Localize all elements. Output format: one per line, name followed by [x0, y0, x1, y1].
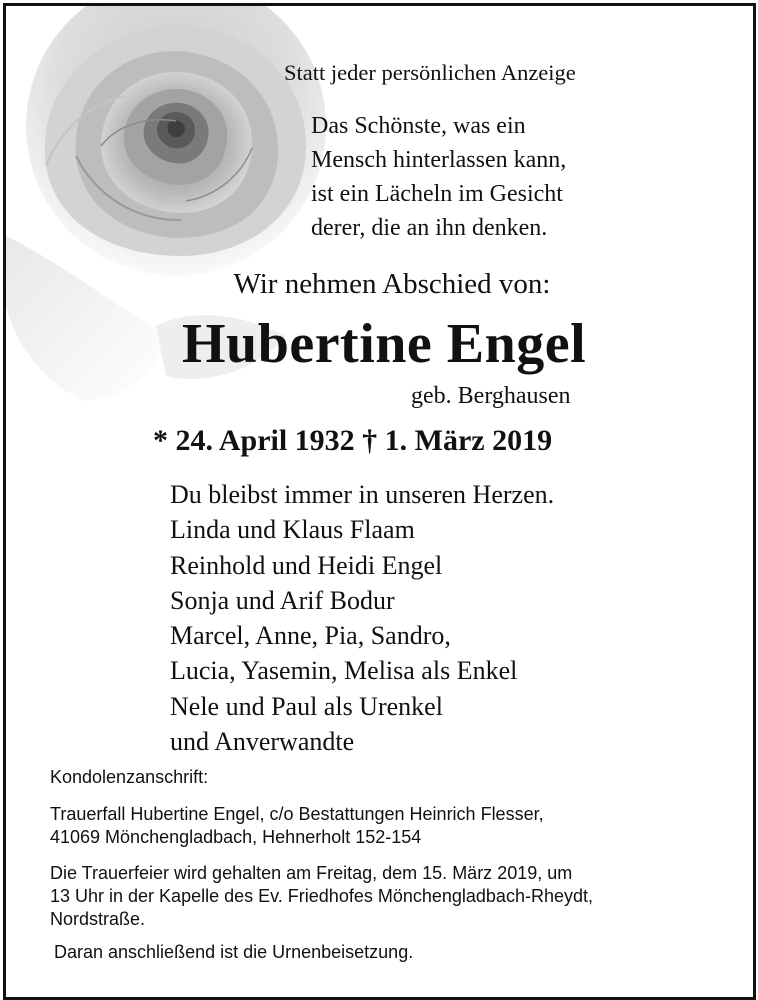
memorial-quote — [311, 109, 566, 245]
service-line: 13 Uhr in der Kapelle des Ev. Friedhofes Mönchengladbach-Rheydt, — [50, 886, 593, 906]
family-line: Lucia, Yasemin, Melisa als Enkel — [170, 656, 518, 686]
family-list — [170, 477, 554, 759]
maiden-name: geb. Berghausen — [411, 383, 571, 409]
condolence-address-line: 41069 Mönchengladbach, Hehnerholt 152-154 — [50, 827, 422, 847]
quote-line: Mensch hinterlassen kann, — [311, 147, 567, 173]
quote-line: derer, die an ihn denken. — [311, 215, 548, 241]
family-line: Sonja und Arif Bodur — [170, 585, 395, 615]
family-line: und Anverwandte — [170, 727, 355, 757]
life-dates: * 24. April 1932 † 1. März 2019 — [153, 424, 553, 457]
family-line: Reinhold und Heidi Engel — [170, 550, 443, 580]
family-line: Du bleibst immer in unseren Herzen. — [170, 480, 555, 509]
deceased-name: Hubertine Engel — [182, 313, 587, 375]
obituary-notice — [3, 3, 756, 1000]
quote-line: ist ein Lächeln im Gesicht — [311, 181, 563, 207]
family-line: Marcel, Anne, Pia, Sandro, — [170, 621, 451, 651]
intro-line: Statt jeder persönlichen Anzeige — [284, 60, 576, 85]
service-line: Nordstraße. — [50, 909, 146, 929]
condolence-label: Kondolenzanschrift: — [50, 767, 209, 787]
condolence-address-line: Trauerfall Hubertine Engel, c/o Bestattungen Heinrich Flesser, — [50, 804, 544, 824]
quote-line: Das Schönste, was ein — [311, 113, 526, 139]
burial-note: Daran anschließend ist die Urnenbeisetzung. — [54, 942, 414, 962]
service-line: Die Trauerfeier wird gehalten am Freitag, dem 15. März 2019, um — [50, 863, 573, 883]
family-line: Linda und Klaus Flaam — [170, 515, 415, 545]
farewell-heading: Wir nehmen Abschied von: — [233, 268, 551, 300]
family-line: Nele und Paul als Urenkel — [170, 691, 443, 721]
